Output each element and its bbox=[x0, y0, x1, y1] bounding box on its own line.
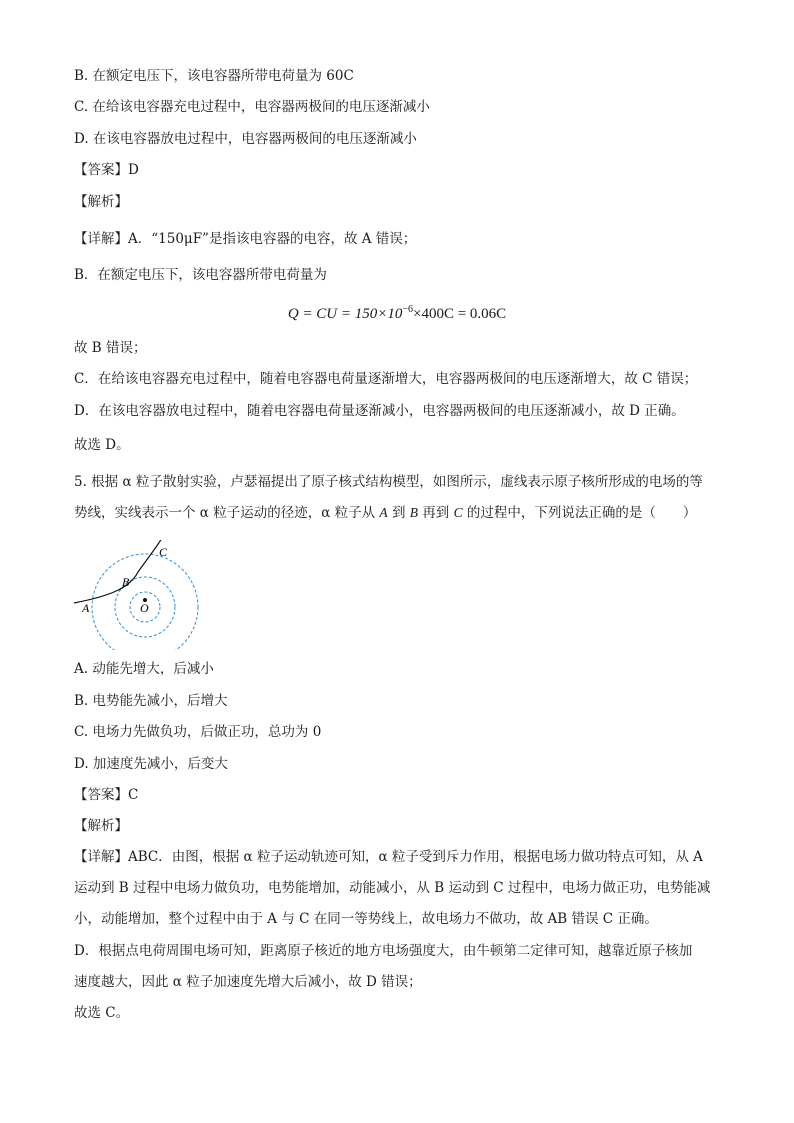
q5-option-d: D. 加速度先减小，后变大 bbox=[74, 756, 228, 772]
q5-answer: 【答案】C bbox=[74, 787, 139, 803]
q5-analysis-heading: 【解析】 bbox=[74, 818, 128, 834]
q5-detail-5: 速度越大，因此 α 粒子加速度先增大后减小，故 D 错误； bbox=[74, 974, 422, 990]
q4-option-c: C. 在给该电容器充电过程中，电容器两极间的电压逐渐减小 bbox=[74, 99, 430, 115]
formula-exponent: −6 bbox=[402, 304, 413, 315]
q5-option-c: C. 电场力先做负功，后做正功，总功为 0 bbox=[74, 724, 322, 740]
rutherford-scattering-diagram bbox=[70, 540, 210, 650]
q4-detail-c: C．在给该电容器充电过程中，随着电容器电荷量逐渐增大，电容器两极间的电压逐渐增大，故 C 错误； bbox=[74, 371, 698, 387]
stem-point-b: B bbox=[409, 505, 418, 520]
q5-stem-line-2 bbox=[74, 503, 696, 523]
stem-part: 的过程中，下列说法正确的是（ ） bbox=[462, 505, 697, 521]
q4-detail-b-result: 故 B 错误； bbox=[74, 340, 147, 356]
q5-option-b: B. 电势能先减小，后增大 bbox=[74, 693, 228, 709]
label-b: B bbox=[122, 575, 130, 589]
label-a: A bbox=[82, 601, 90, 615]
label-c: C bbox=[159, 545, 168, 559]
q5-option-a: A. 动能先增大，后减小 bbox=[74, 661, 214, 677]
q4-conclusion: 故选 D。 bbox=[74, 437, 130, 453]
q4-charge-formula bbox=[0, 300, 794, 324]
formula-rhs: ×400C = 0.06C bbox=[413, 306, 507, 322]
stem-point-a: A bbox=[379, 505, 388, 520]
q4-option-d: D. 在该电容器放电过程中，电容器两极间的电压逐渐减小 bbox=[74, 131, 417, 147]
q4-detail-b: B．在额定电压下，该电容器所带电荷量为 bbox=[74, 267, 327, 283]
label-o: O bbox=[140, 601, 149, 615]
q4-option-b: B. 在额定电压下，该电容器所带电荷量为 60C bbox=[74, 68, 354, 84]
stem-part: 势线，实线表示一个 α 粒子运动的径迹，α 粒子从 bbox=[74, 505, 380, 521]
q4-detail-a: 【详解】A．“150μF”是指该电容器的电容，故 A 错误； bbox=[74, 231, 417, 247]
q5-detail-4: D．根据点电荷周围电场可知，距离原子核近的地方电场强度大，由牛顿第二定律可知，越靠近原子核加 bbox=[74, 943, 693, 959]
q5-detail-3: 小，动能增加，整个过程中由于 A 与 C 在同一等势线上，故电场力不做功，故 AB 错误 C 正确。 bbox=[74, 911, 658, 927]
stem-part: 到 bbox=[387, 505, 410, 521]
stem-point-c: C bbox=[453, 505, 463, 520]
q5-detail-2: 运动到 B 过程中电场力做负功，电势能增加，动能减小，从 B 运动到 C 过程中，电场力做正功，电势能减 bbox=[74, 880, 711, 896]
q4-detail-d: D．在该电容器放电过程中，随着电容器电荷量逐渐减小，电容器两极间的电压逐渐减小，故 D 正确。 bbox=[74, 403, 685, 419]
q5-detail-1: 【详解】ABC．由图，根据 α 粒子运动轨迹可知，α 粒子受到斥力作用，根据电场力做功特点可知，从 A bbox=[74, 849, 703, 865]
q4-analysis-heading: 【解析】 bbox=[74, 194, 128, 210]
formula-lhs: Q = CU = 150×10 bbox=[287, 306, 403, 322]
stem-part: 再到 bbox=[418, 505, 454, 521]
q5-stem-line-1: 5. 根据 α 粒子散射实验，卢瑟福提出了原子核式结构模型，如图所示，虚线表示原子核所形成的电场的等 bbox=[74, 474, 703, 490]
q4-answer: 【答案】D bbox=[74, 162, 139, 178]
q5-conclusion: 故选 C。 bbox=[74, 1005, 130, 1021]
